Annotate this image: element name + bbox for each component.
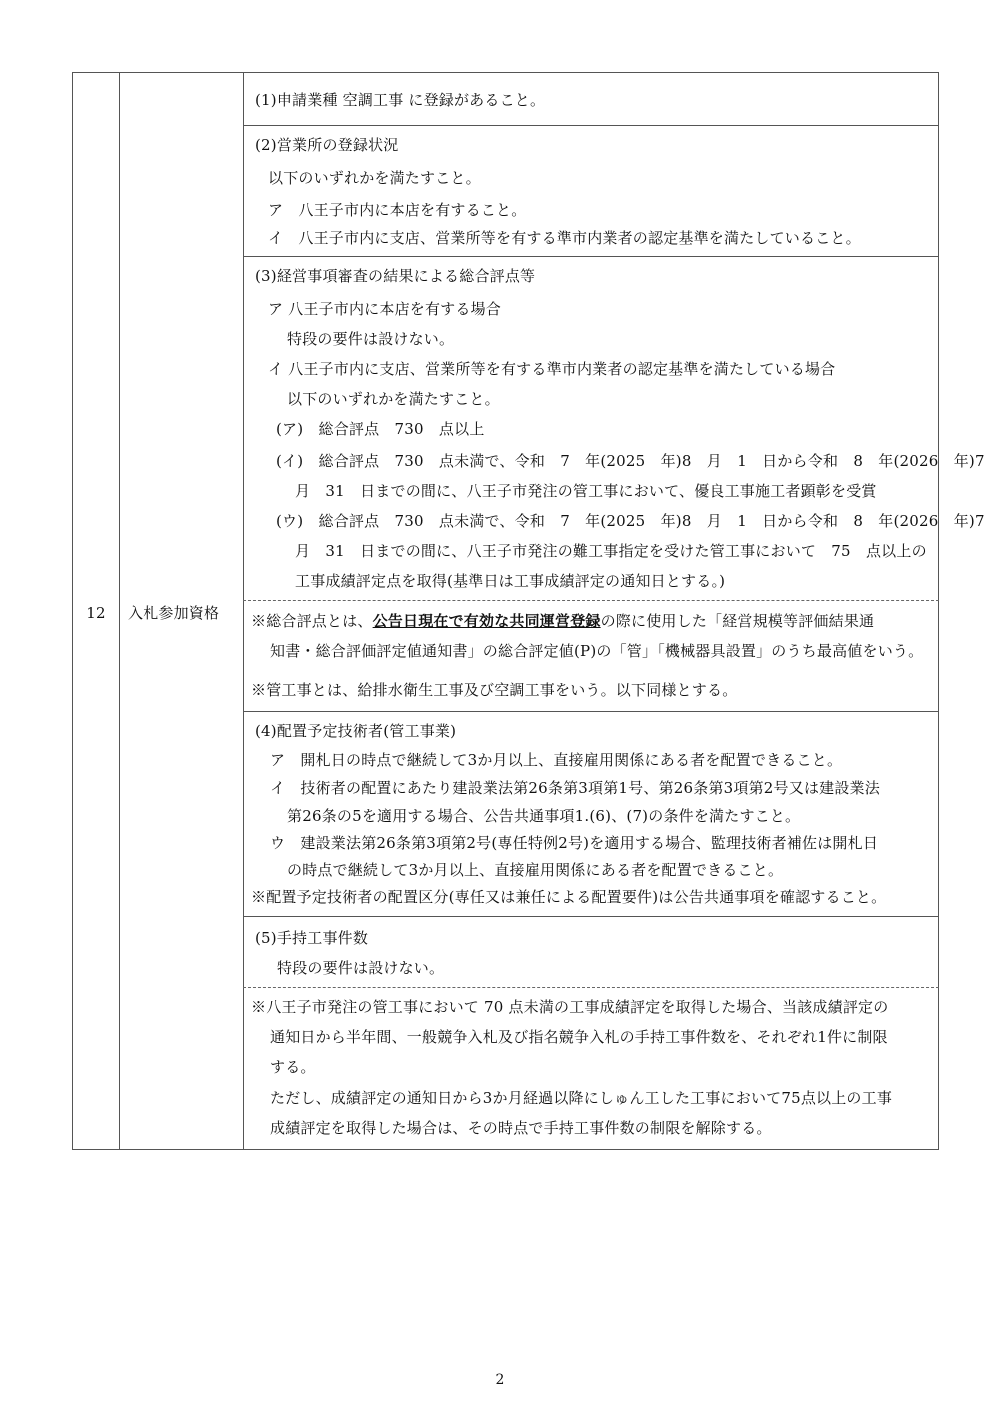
s4-line: イ 技術者の配置にあたり建設業法第26条第3項第1号、第26条第3項第2号又は建設業法 xyxy=(270,779,880,797)
s4-heading: (4)配置予定技術者(管工事業) xyxy=(255,722,457,740)
s5-line: 特段の要件は設けない。 xyxy=(277,959,445,977)
s3-line: イ 八王子市内に支店、営業所等を有する準市内業者の認定基準を満たしている場合 xyxy=(268,360,836,378)
note3-line3: ※管工事とは、給排水衛生工事及び空調工事をいう。以下同様とする。 xyxy=(251,681,738,699)
section-divider xyxy=(243,916,939,917)
s4-line: 第26条の5を適用する場合、公告共通事項1.(6)、(7)の条件を満たすこと。 xyxy=(287,807,801,825)
s5-heading: (5)手持工事件数 xyxy=(255,929,369,947)
table-border-bottom xyxy=(72,1149,939,1150)
note5-line: する。 xyxy=(270,1058,316,1076)
note-divider xyxy=(243,600,939,601)
note5-line: ただし、成績評定の通知日から3か月経過以降にしゅん工した工事において75点以上の工事 xyxy=(270,1089,893,1107)
row-number: 12 xyxy=(86,604,106,622)
note3-emphasis: 公告日現在で有効な共同運営登録 xyxy=(372,612,601,630)
s3-line: 月 31 日までの間に、八王子市発注の管工事において、優良工事施工者顕彰を受賞 xyxy=(295,482,877,500)
table-border-top xyxy=(72,72,939,73)
table-border-right xyxy=(938,72,939,1150)
s4-line: ※配置予定技術者の配置区分(専任又は兼任による配置要件)は公告共通事項を確認すること。 xyxy=(251,888,887,906)
s3-line: (ア) 総合評点 730 点以上 xyxy=(276,420,485,438)
s3-line: 月 31 日までの間に、八王子市発注の難工事指定を受けた管工事において 75 点以上の xyxy=(295,542,927,560)
note3-prefix: ※総合評点とは、 xyxy=(251,612,373,630)
s1-line: (1)申請業種 空調工事 に登録があること。 xyxy=(255,91,546,109)
row-label: 入札参加資格 xyxy=(128,604,220,622)
column-divider-1 xyxy=(119,72,120,1150)
s3-line: (ウ) 総合評点 730 点未満で、令和 7 年(2025 年)8 月 1 日から令和 8 年(2026 年)7 xyxy=(276,512,985,530)
note-divider xyxy=(243,987,939,988)
s2-line: 以下のいずれかを満たすこと。 xyxy=(268,169,481,187)
s4-line: ア 開札日の時点で継続して3か月以上、直接雇用関係にある者を配置できること。 xyxy=(270,751,843,769)
section-divider xyxy=(243,711,939,712)
s3-line: (イ) 総合評点 730 点未満で、令和 7 年(2025 年)8 月 1 日から令和 8 年(2026 年)7 xyxy=(276,452,985,470)
s3-line: 工事成績評定点を取得(基準日は工事成績評定の通知日とする。) xyxy=(295,572,726,590)
note3-suffix: の際に使用した「経営規模等評価結果通 xyxy=(600,612,875,630)
note5-line: 成績評定を取得した場合は、その時点で手持工事件数の制限を解除する。 xyxy=(270,1119,772,1137)
s2-line: ア 八王子市内に本店を有すること。 xyxy=(268,201,527,219)
column-divider-2 xyxy=(243,72,244,1150)
s3-line: 特段の要件は設けない。 xyxy=(287,330,455,348)
s3-line: 以下のいずれかを満たすこと。 xyxy=(287,390,500,408)
note3-line1 xyxy=(251,611,874,631)
s2-line: イ 八王子市内に支店、営業所等を有する準市内業者の認定基準を満たしていること。 xyxy=(268,229,861,247)
s3-line: ア 八王子市内に本店を有する場合 xyxy=(268,300,501,318)
note3-line2: 知書・総合評価評定値通知書」の総合評定値(P)の「管」「機械器具設置」のうち最高値をいう。 xyxy=(270,642,924,660)
section-divider xyxy=(243,256,939,257)
section-divider xyxy=(243,125,939,126)
s2-heading: (2)営業所の登録状況 xyxy=(255,136,399,154)
s4-line: の時点で継続して3か月以上、直接雇用関係にある者を配置できること。 xyxy=(287,861,784,879)
note5-line: 通知日から半年間、一般競争入札及び指名競争入札の手持工事件数を、それぞれ1件に制限 xyxy=(270,1028,888,1046)
s4-line: ウ 建設業法第26条第3項第2号(専任特例2号)を適用する場合、監理技術者補佐は開札日 xyxy=(270,834,879,852)
page-number: 2 xyxy=(495,1372,505,1388)
note5-line: ※八王子市発注の管工事において 70 点未満の工事成績評定を取得した場合、当該成績評定の xyxy=(251,998,889,1016)
s3-heading: (3)経営事項審査の結果による総合評点等 xyxy=(255,267,536,285)
